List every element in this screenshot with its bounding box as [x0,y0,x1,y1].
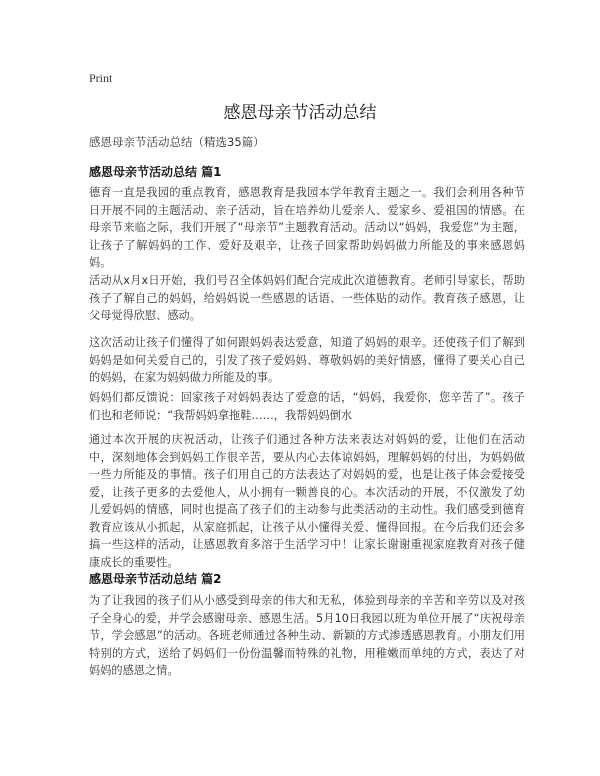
section-1-paragraph-2: 活动从x月x日开始，我们号召全体妈妈们配合完成此次道德教育。老师引导家长，帮助孩子了解自己的妈妈，给妈妈说一些感恩的话语、一些体贴的动作。教育孩子感恩，让父母觉得欣慰、感动。 [89,274,525,322]
section-1-paragraph-4: 妈妈们都反馈说：回家孩子对妈妈表达了爱意的话，“妈妈，我爱你，您辛苦了”。孩子们也和老师说：“我帮妈妈拿拖鞋……，我帮妈妈倒水 [89,391,525,422]
section-heading-2: 感恩母亲节活动总结 篇2 [89,572,222,586]
section-1-paragraph-1: 德育一直是我园的重点教育，感恩教育是我园本学年教育主题之一。我们会利用各种节日开展不同的主题活动、亲子活动，旨在培养幼儿爱亲人、爱家乡、爱祖国的情感。在母亲节来临之际，我们开展了“母亲节”主题教育活动。活动以“妈妈，我爱您”为主题，让孩子了解妈妈的工作、爱好及艰辛，让孩子回家帮助妈妈做力所能及的事来感恩妈妈。 [89,186,525,269]
page-title: 感恩母亲节活动总结 [223,103,377,123]
section-2-paragraph-1: 为了让我园的孩子们从小感受到母亲的伟大和无私，体验到母亲的辛苦和辛劳以及对孩子全身心的爱，并学会感谢母亲、感恩生活。5月10日我园以班为单位开展了“庆祝母亲节，学会感恩”的活动。各班老师通过各种生动、新颖的方式渗透感恩教育。小朋友们用特别的方式，送给了妈妈们一份份温馨而特殊的礼物，用稚嫩而单纯的方式，表达了对妈妈的感恩之情。 [89,594,525,677]
section-1-paragraph-3: 这次活动让孩子们懂得了如何跟妈妈表达爱意，知道了妈妈的艰辛。还使孩子们了解到妈妈是如何关爱自己的，引发了孩子爱妈妈、尊敬妈妈的美好情感，懂得了要关心自己的妈妈，在家为妈妈做力所能及的事。 [89,336,525,384]
print-link[interactable]: Print [89,71,113,85]
document-subtitle: 感恩母亲节活动总结（精选35篇） [89,135,265,149]
section-1-paragraph-5: 通过本次开展的庆祝活动，让孩子们通过各种方法来表达对妈妈的爱，让他们在活动中，深刻地体会到妈妈工作很辛苦，要从内心去体谅妈妈，理解妈妈的付出，为妈妈做一些力所能及的事情。孩子们用自己的方法表达了对妈妈的爱，也是让孩子体会爱接受爱，让孩子更多的去爱他人，从小拥有一颗善良的心。本次活动的开展，不仅激发了幼儿爱妈妈的情感，同时也提高了孩子们的主动参与此类活动的主动性。我们感受到德育教育应该从小抓起，从家庭抓起，让孩子从小懂得关爱、懂得回报。在今后我们还会多搞一些这样的活动，让感恩教育多溶于生活学习中！让家长谢谢重视家庭教育对孩子健康成长的重要性。 [89,433,525,569]
section-heading-1: 感恩母亲节活动总结 篇1 [89,165,222,179]
